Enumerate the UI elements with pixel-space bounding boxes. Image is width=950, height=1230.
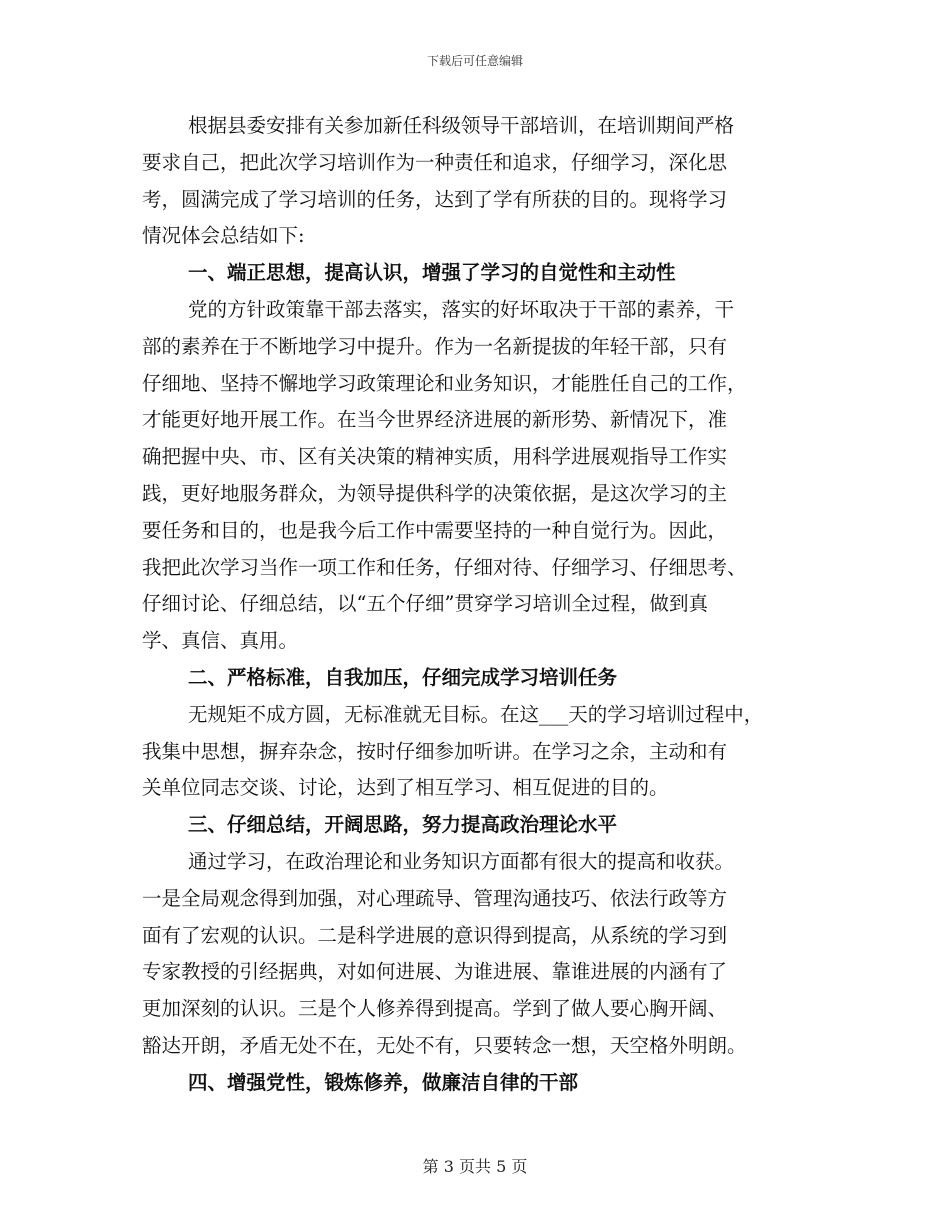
section-heading: 四、增强党性，锻炼修养，做廉洁自律的干部 <box>188 1070 579 1094</box>
section-heading: 一、端正思想，提高认识，增强了学习的自觉性和主动性 <box>188 261 676 285</box>
page-header: 下载后可任意编辑 <box>426 54 523 68</box>
paragraph-line: 仔细讨论、仔细总结，以“五个仔细”贯穿学习培训全过程，做到真 <box>142 592 708 616</box>
paragraph-line: 要任务和目的，也是我今后工作中需要坚持的一种自觉行为。因此， <box>142 518 728 542</box>
paragraph-line: 践，更好地服务群众，为领导提供科学的决策依据，是这次学习的主 <box>142 481 728 505</box>
paragraph-line: 关单位同志交谈、讨论，达到了相互学习、相互促进的目的。 <box>142 776 669 800</box>
section-heading: 二、严格标准，自我加压，仔细完成学习培训任务 <box>188 665 618 689</box>
paragraph-line: 豁达开朗，矛盾无处不在，无处不有，只要转念一想，天空格外明朗。 <box>142 1033 747 1057</box>
paragraph-line: 更加深刻的认识。三是个人修养得到提高。学到了做人要心胸开阔、 <box>142 997 728 1021</box>
paragraph-line: 仔细地、坚持不懈地学习政策理论和业务知识，才能胜任自己的工作， <box>142 371 747 395</box>
paragraph-line: 我集中思想，摒弃杂念，按时仔细参加听讲。在学习之余，主动和有 <box>142 739 728 763</box>
paragraph-line: 专家教授的引经据典，对如何进展、为谁进展、靠谁进展的内涵有了 <box>142 960 728 984</box>
paragraph-line: 通过学习，在政治理论和业务知识方面都有很大的提高和收获。 <box>188 849 735 873</box>
paragraph-line: 学、真信、真用。 <box>142 629 299 653</box>
paragraph-line: 情况体会总结如下: <box>142 224 305 248</box>
paragraph-line: 才能更好地开展工作。在当今世界经济进展的新形势、新情况下，准 <box>142 408 728 432</box>
section-heading: 三、仔细总结，开阔思路，努力提高政治理论水平 <box>188 813 618 837</box>
paragraph-line: 根据县委安排有关参加新任科级领导干部培训，在培训期间严格 <box>188 114 735 137</box>
paragraph-line: 一是全局观念得到加强，对心理疏导、管理沟通技巧、依法行政等方 <box>142 886 728 910</box>
paragraph-line: 党的方针政策靠干部去落实，落实的好坏取决于干部的素养，干 <box>188 297 735 321</box>
document-body <box>142 108 812 1102</box>
paragraph-line: 面有了宏观的认识。二是科学进展的意识得到提高，从系统的学习到 <box>142 923 728 947</box>
paragraph-line: 我把此次学习当作一项工作和任务，仔细对待、仔细学习、仔细思考、 <box>142 555 747 579</box>
paragraph-line: 考，圆满完成了学习培训的任务，达到了学有所获的目的。现将学习 <box>142 187 728 211</box>
paragraph-line: 要求自己，把此次学习培训作为一种责任和追求，仔细学习，深化思 <box>142 150 728 174</box>
paragraph-line: 确把握中央、市、区有关决策的精神实质，用科学进展观指导工作实 <box>142 445 728 469</box>
paragraph-line: 部的素养在于不断地学习中提升。作为一名新提拔的年轻干部，只有 <box>142 334 728 358</box>
paragraph-line: 无规矩不成方圆，无标准就无目标。在这___天的学习培训过程中， <box>188 702 764 726</box>
page-number: 第 3 页共 5 页 <box>422 1157 528 1176</box>
